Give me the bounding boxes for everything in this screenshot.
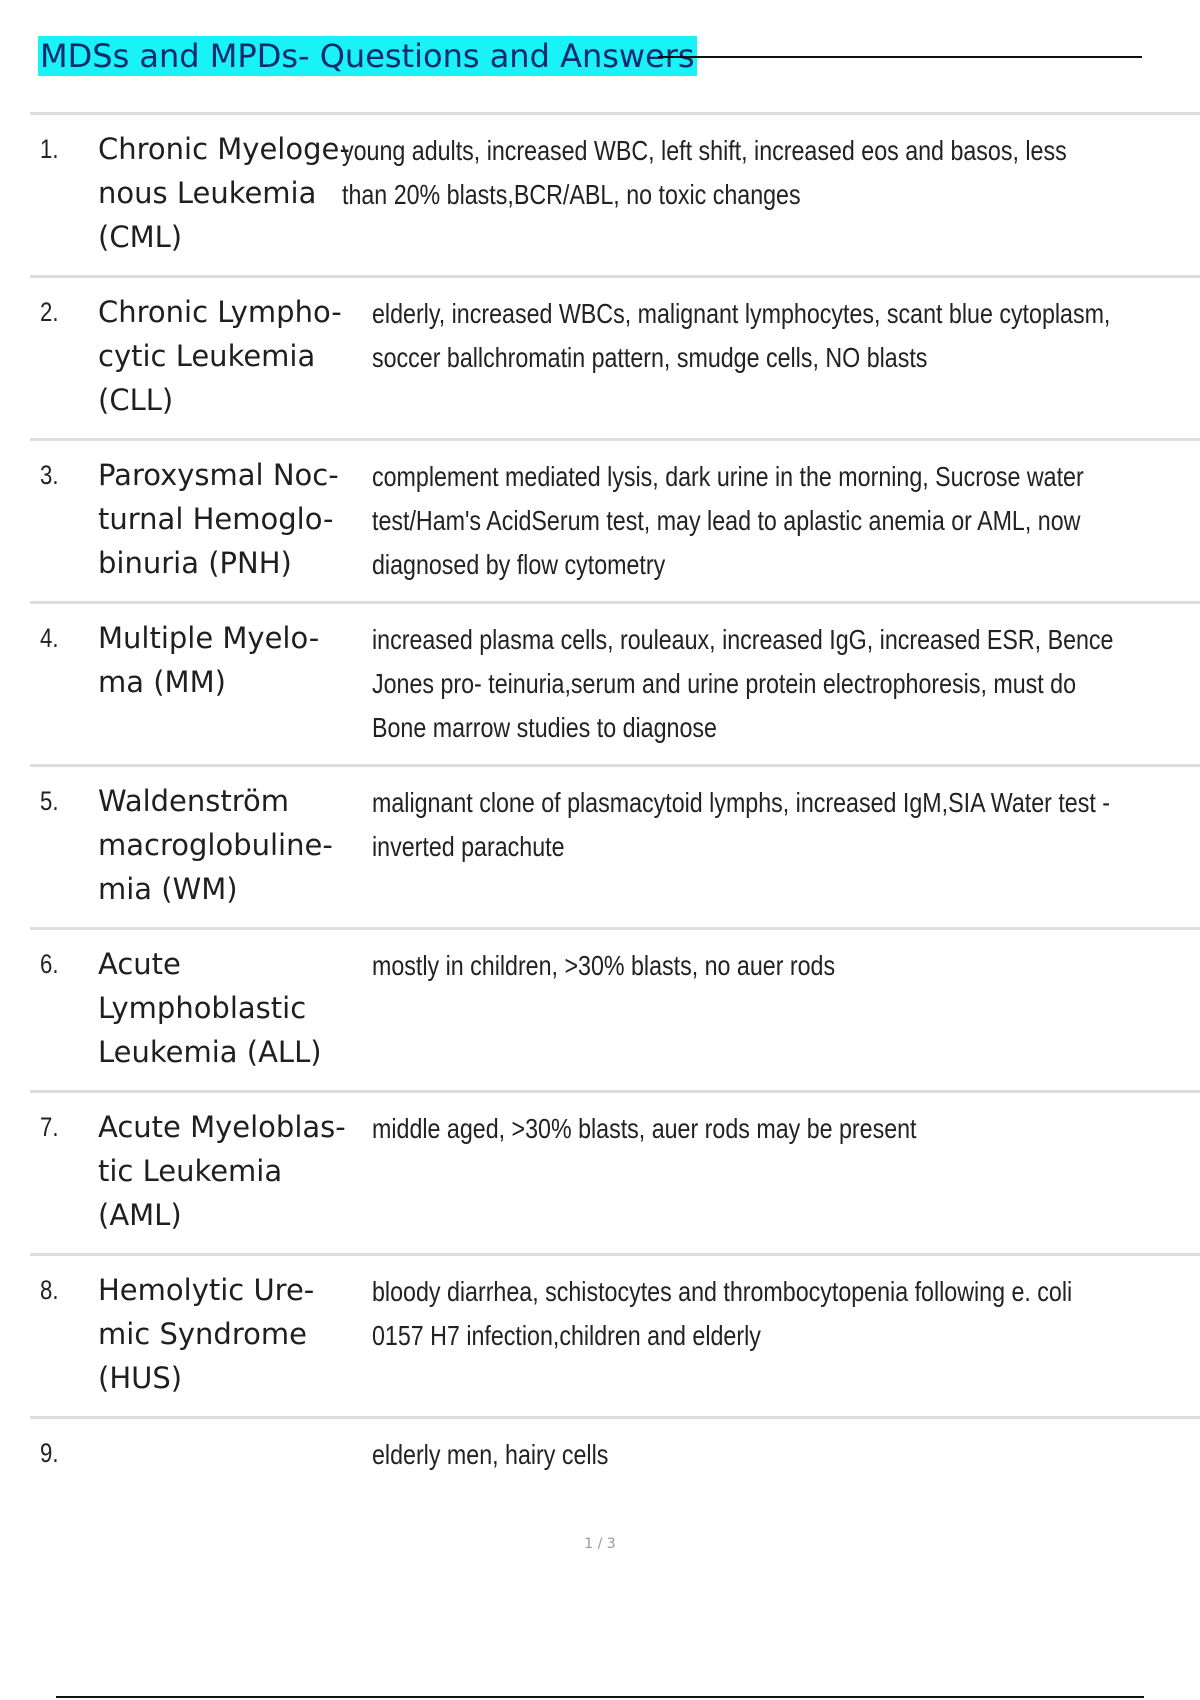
item-number: 2. — [40, 297, 59, 327]
list-item — [30, 1253, 1200, 1416]
page-indicator: 1 / 3 — [584, 1536, 616, 1552]
item-term: Multiple Myelo- ma (MM) — [98, 621, 320, 699]
item-number: 3. — [40, 460, 59, 490]
item-number: 5. — [40, 786, 59, 816]
item-definition: increased plasma cells, rouleaux, increased IgG, increased ESR, Bence Jones pro- teinuria,serum and urine protein electrophoresis, must do Bone marrow studies to diagnose — [372, 624, 1114, 743]
item-term: Paroxysmal Noc- turnal Hemoglo- binuria (PNH) — [98, 458, 339, 580]
item-definition: malignant clone of plasmacytoid lymphs, increased IgM,SIA Water test - inverted parachute — [372, 787, 1110, 862]
item-number: 1. — [40, 134, 59, 164]
item-definition: young adults, increased WBC, left shift, increased eos and basos, less than 20% blasts,BCR/ABL, no toxic changes — [342, 135, 1067, 210]
list-item — [30, 764, 1200, 927]
list-item — [30, 438, 1200, 601]
item-term: Chronic Lympho- cytic Leukemia (CLL) — [98, 295, 342, 417]
item-number: 7. — [40, 1112, 59, 1142]
item-number: 8. — [40, 1275, 59, 1305]
item-term: Acute Myeloblas- tic Leukemia (AML) — [98, 1110, 346, 1232]
item-number: 6. — [40, 949, 59, 979]
list-item — [30, 601, 1200, 764]
item-number: 9. — [40, 1438, 59, 1468]
item-definition: middle aged, >30% blasts, auer rods may be present — [372, 1113, 917, 1144]
list-item — [30, 1090, 1200, 1253]
list-item — [30, 927, 1200, 1090]
list-item — [30, 1416, 1200, 1509]
list-item — [30, 112, 1200, 275]
item-definition: elderly, increased WBCs, malignant lymphocytes, scant blue cytoplasm, soccer ballchromatin pattern, smudge cells, NO blasts — [372, 298, 1111, 373]
document-title: MDSs and MPDs- Questions and Answers — [40, 37, 695, 75]
bottom-divider — [56, 1696, 1144, 1698]
list-item — [30, 275, 1200, 438]
item-term: Hemolytic Ure- mic Syndrome (HUS) — [98, 1273, 315, 1395]
item-definition: elderly men, hairy cells — [372, 1439, 609, 1470]
title-underline — [658, 56, 1142, 58]
item-definition: mostly in children, >30% blasts, no auer rods — [372, 950, 836, 981]
item-term: Chronic Myeloge- nous Leukemia (CML) — [98, 132, 350, 254]
item-definition: complement mediated lysis, dark urine in the morning, Sucrose water test/Ham's AcidSerum test, may lead to aplastic anemia or AML, now diagnosed by flow cytometry — [372, 461, 1084, 580]
header — [38, 32, 1142, 82]
item-term: Acute Lymphoblastic Leukemia (ALL) — [98, 947, 322, 1069]
item-term: Waldenström macroglobuline- mia (WM) — [98, 784, 333, 906]
item-number: 4. — [40, 623, 59, 653]
qa-list — [30, 112, 1200, 1509]
item-definition: bloody diarrhea, schistocytes and thrombocytopenia following e. coli 0157 H7 infection,children and elderly — [372, 1276, 1073, 1351]
